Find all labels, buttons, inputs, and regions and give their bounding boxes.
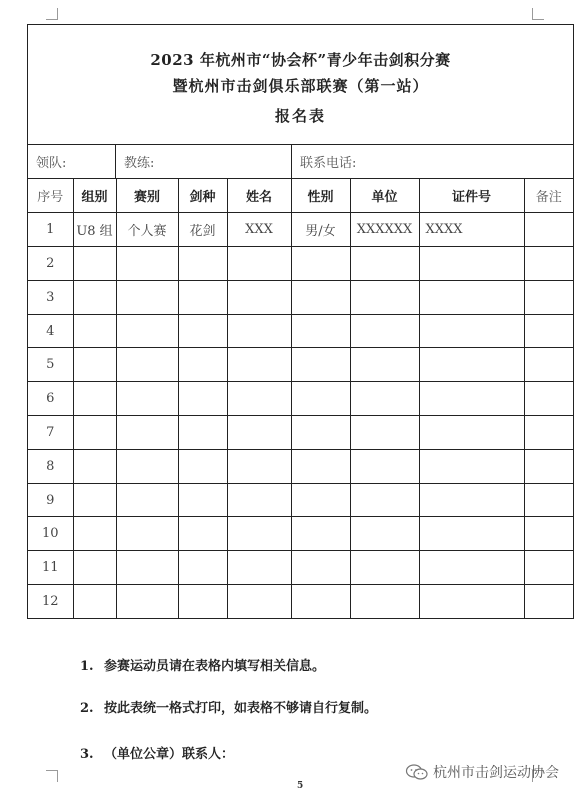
cell-unit[interactable] bbox=[350, 517, 419, 551]
cell-remarks[interactable] bbox=[524, 585, 573, 619]
cell-gender[interactable] bbox=[291, 551, 350, 585]
note-text: （单位公章）联系人： bbox=[104, 747, 235, 762]
cell-group[interactable] bbox=[73, 382, 116, 416]
cell-group[interactable] bbox=[73, 551, 116, 585]
cell-weapon[interactable] bbox=[178, 314, 227, 348]
cell-remarks[interactable] bbox=[524, 517, 573, 551]
note-number: 1. bbox=[80, 659, 94, 674]
cell-gender[interactable]: 男/女 bbox=[291, 213, 350, 247]
cell-weapon[interactable] bbox=[178, 483, 227, 517]
cell-gender[interactable] bbox=[291, 517, 350, 551]
cell-unit[interactable] bbox=[350, 314, 419, 348]
watermark bbox=[405, 762, 559, 782]
cell-weapon[interactable] bbox=[178, 247, 227, 281]
col-header-remarks: 备注 bbox=[524, 179, 573, 213]
cell-group[interactable] bbox=[73, 247, 116, 281]
cell-event[interactable] bbox=[116, 449, 178, 483]
table-row bbox=[28, 213, 573, 247]
cell-unit[interactable] bbox=[350, 348, 419, 382]
cell-unit[interactable] bbox=[350, 382, 419, 416]
cell-index: 4 bbox=[28, 314, 73, 348]
cell-id-number[interactable] bbox=[419, 517, 524, 551]
cell-index: 11 bbox=[28, 551, 73, 585]
cell-weapon[interactable] bbox=[178, 382, 227, 416]
col-header-gender: 性别 bbox=[291, 179, 350, 213]
cell-group[interactable] bbox=[73, 280, 116, 314]
cell-remarks[interactable] bbox=[524, 382, 573, 416]
cell-gender[interactable] bbox=[291, 585, 350, 619]
cell-name[interactable] bbox=[227, 551, 291, 585]
table-row bbox=[28, 314, 573, 348]
cell-unit[interactable] bbox=[350, 483, 419, 517]
cell-unit[interactable]: XXXXXX bbox=[350, 213, 419, 247]
cell-group[interactable] bbox=[73, 585, 116, 619]
athlete-table bbox=[28, 179, 573, 618]
table-row bbox=[28, 449, 573, 483]
page-number: 5 bbox=[297, 781, 304, 791]
cell-event[interactable] bbox=[116, 382, 178, 416]
table-row bbox=[28, 551, 573, 585]
team-info-row bbox=[28, 145, 573, 179]
wechat-icon bbox=[405, 763, 429, 781]
cell-group[interactable] bbox=[73, 483, 116, 517]
table-row bbox=[28, 483, 573, 517]
cell-event[interactable]: 个人赛 bbox=[116, 213, 178, 247]
note-text: 参赛运动员请在表格内填写相关信息。 bbox=[104, 659, 326, 674]
cell-name[interactable] bbox=[227, 416, 291, 450]
cell-unit[interactable] bbox=[350, 416, 419, 450]
cell-event[interactable] bbox=[116, 348, 178, 382]
cell-weapon[interactable] bbox=[178, 416, 227, 450]
watermark-text: 杭州市击剑运动协会 bbox=[433, 765, 559, 781]
cell-remarks[interactable] bbox=[524, 280, 573, 314]
cell-gender[interactable] bbox=[291, 382, 350, 416]
cell-index: 12 bbox=[28, 585, 73, 619]
table-row bbox=[28, 280, 573, 314]
col-header-unit: 单位 bbox=[350, 179, 419, 213]
leader-field[interactable] bbox=[28, 145, 116, 178]
cell-remarks[interactable] bbox=[524, 449, 573, 483]
cell-index: 2 bbox=[28, 247, 73, 281]
cell-remarks[interactable] bbox=[524, 551, 573, 585]
cell-remarks[interactable] bbox=[524, 416, 573, 450]
form-title-line1: 2023 年杭州市“协会杯”青少年击剑积分赛 bbox=[150, 51, 451, 69]
cell-index: 8 bbox=[28, 449, 73, 483]
coach-field[interactable] bbox=[116, 145, 292, 178]
cell-name[interactable] bbox=[227, 449, 291, 483]
cell-id-number[interactable] bbox=[419, 416, 524, 450]
cell-weapon[interactable]: 花剑 bbox=[178, 213, 227, 247]
cell-id-number[interactable] bbox=[419, 449, 524, 483]
cell-remarks[interactable] bbox=[524, 213, 573, 247]
table-header-row bbox=[28, 179, 573, 213]
cell-weapon[interactable] bbox=[178, 585, 227, 619]
cell-gender[interactable] bbox=[291, 483, 350, 517]
crop-mark-bottom-left bbox=[46, 770, 58, 782]
cell-gender[interactable] bbox=[291, 449, 350, 483]
cell-event[interactable] bbox=[116, 585, 178, 619]
cell-name[interactable] bbox=[227, 483, 291, 517]
table-row bbox=[28, 517, 573, 551]
col-header-id-number: 证件号 bbox=[419, 179, 524, 213]
crop-mark-top-right bbox=[532, 8, 544, 20]
col-header-group: 组别 bbox=[73, 179, 116, 213]
registration-form bbox=[27, 24, 574, 619]
note-number: 3. bbox=[80, 747, 94, 762]
table-row bbox=[28, 247, 573, 281]
note-item bbox=[80, 655, 325, 674]
cell-weapon[interactable] bbox=[178, 551, 227, 585]
col-header-name: 姓名 bbox=[227, 179, 291, 213]
note-item bbox=[80, 697, 377, 716]
athlete-rows bbox=[28, 213, 573, 619]
cell-name[interactable] bbox=[227, 517, 291, 551]
note-item bbox=[80, 743, 234, 762]
cell-gender[interactable] bbox=[291, 280, 350, 314]
cell-group[interactable] bbox=[73, 416, 116, 450]
cell-weapon[interactable] bbox=[178, 517, 227, 551]
cell-id-number[interactable] bbox=[419, 483, 524, 517]
cell-event[interactable] bbox=[116, 280, 178, 314]
phone-field[interactable] bbox=[292, 145, 573, 178]
cell-id-number[interactable] bbox=[419, 585, 524, 619]
cell-remarks[interactable] bbox=[524, 247, 573, 281]
form-title-line2: 暨杭州市击剑俱乐部联赛（第一站） bbox=[172, 77, 429, 95]
cell-id-number[interactable] bbox=[419, 280, 524, 314]
cell-id-number[interactable] bbox=[419, 314, 524, 348]
cell-name[interactable] bbox=[227, 280, 291, 314]
table-row bbox=[28, 382, 573, 416]
cell-id-number[interactable] bbox=[419, 247, 524, 281]
cell-event[interactable] bbox=[116, 314, 178, 348]
cell-event[interactable] bbox=[116, 551, 178, 585]
cell-id-number[interactable] bbox=[419, 382, 524, 416]
cell-remarks[interactable] bbox=[524, 348, 573, 382]
cell-gender[interactable] bbox=[291, 348, 350, 382]
cell-name[interactable] bbox=[227, 585, 291, 619]
col-header-weapon: 剑种 bbox=[178, 179, 227, 213]
table-row bbox=[28, 416, 573, 450]
cell-name[interactable] bbox=[227, 314, 291, 348]
cell-unit[interactable] bbox=[350, 585, 419, 619]
cell-id-number[interactable] bbox=[419, 348, 524, 382]
cell-group[interactable] bbox=[73, 449, 116, 483]
cell-group[interactable] bbox=[73, 314, 116, 348]
phone-label: 联系电话: bbox=[300, 156, 357, 171]
cell-event[interactable] bbox=[116, 483, 178, 517]
cell-index: 9 bbox=[28, 483, 73, 517]
cell-weapon[interactable] bbox=[178, 348, 227, 382]
cell-group[interactable] bbox=[73, 517, 116, 551]
cell-unit[interactable] bbox=[350, 551, 419, 585]
cell-group[interactable] bbox=[73, 348, 116, 382]
cell-unit[interactable] bbox=[350, 449, 419, 483]
cell-name[interactable] bbox=[227, 247, 291, 281]
cell-remarks[interactable] bbox=[524, 483, 573, 517]
cell-id-number[interactable] bbox=[419, 551, 524, 585]
coach-label: 教练: bbox=[124, 156, 155, 171]
cell-event[interactable] bbox=[116, 247, 178, 281]
table-row bbox=[28, 585, 573, 619]
cell-name[interactable] bbox=[227, 348, 291, 382]
leader-label: 领队: bbox=[36, 156, 67, 171]
cell-unit[interactable] bbox=[350, 280, 419, 314]
form-header bbox=[28, 25, 573, 145]
cell-group[interactable]: U8 组 bbox=[73, 213, 116, 247]
cell-unit[interactable] bbox=[350, 247, 419, 281]
cell-gender[interactable] bbox=[291, 314, 350, 348]
table-row bbox=[28, 348, 573, 382]
cell-index: 5 bbox=[28, 348, 73, 382]
cell-weapon[interactable] bbox=[178, 280, 227, 314]
crop-mark-top-left bbox=[46, 8, 58, 20]
col-header-event: 赛别 bbox=[116, 179, 178, 213]
note-number: 2. bbox=[80, 701, 94, 716]
cell-gender[interactable] bbox=[291, 416, 350, 450]
cell-index: 7 bbox=[28, 416, 73, 450]
cell-name[interactable] bbox=[227, 382, 291, 416]
col-header-index: 序号 bbox=[28, 179, 73, 213]
cell-index: 6 bbox=[28, 382, 73, 416]
note-text: 按此表统一格式打印，如表格不够请自行复制。 bbox=[104, 701, 378, 716]
cell-event[interactable] bbox=[116, 517, 178, 551]
form-title-line3: 报名表 bbox=[274, 107, 326, 125]
cell-index: 10 bbox=[28, 517, 73, 551]
cell-index: 3 bbox=[28, 280, 73, 314]
cell-name[interactable]: XXX bbox=[227, 213, 291, 247]
cell-remarks[interactable] bbox=[524, 314, 573, 348]
cell-event[interactable] bbox=[116, 416, 178, 450]
cell-index: 1 bbox=[28, 213, 73, 247]
cell-gender[interactable] bbox=[291, 247, 350, 281]
cell-weapon[interactable] bbox=[178, 449, 227, 483]
cell-id-number[interactable]: XXXX bbox=[419, 213, 524, 247]
